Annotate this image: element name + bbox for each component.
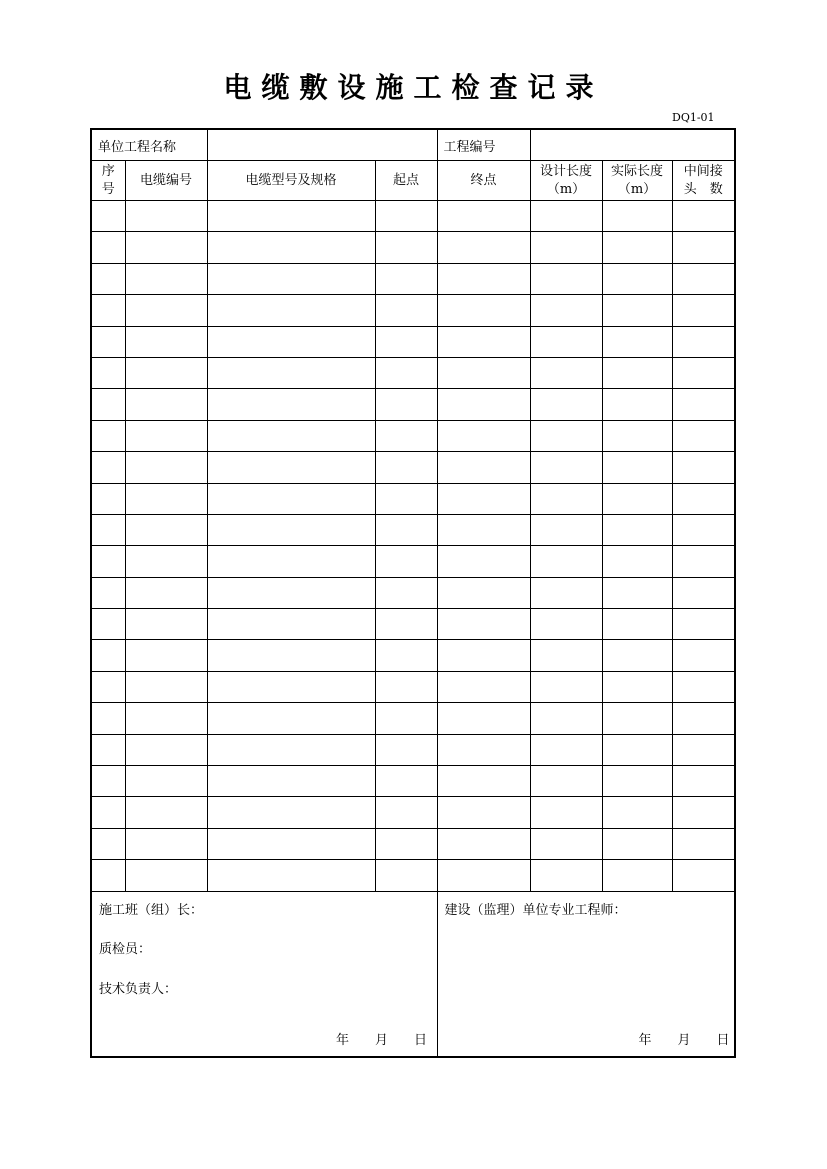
table-row (91, 452, 735, 483)
table-cell[interactable] (125, 263, 207, 294)
table-cell[interactable] (530, 483, 602, 514)
table-cell[interactable] (207, 609, 375, 640)
table-cell[interactable] (437, 452, 530, 483)
table-cell[interactable] (125, 609, 207, 640)
table-cell[interactable] (207, 546, 375, 577)
table-cell[interactable] (672, 201, 735, 232)
contractor-date (336, 1029, 427, 1048)
col-header-start: 起点 (375, 161, 437, 201)
col-header-actual-length (602, 161, 672, 201)
table-cell[interactable] (437, 640, 530, 671)
info-row (91, 129, 735, 161)
table-cell[interactable] (207, 295, 375, 326)
table-cell[interactable] (207, 357, 375, 388)
table-cell[interactable] (602, 420, 672, 451)
table-cell[interactable] (437, 766, 530, 797)
table-cell[interactable] (602, 828, 672, 859)
table-cell[interactable] (91, 420, 125, 451)
table-cell[interactable] (125, 389, 207, 420)
table-cell[interactable] (530, 420, 602, 451)
table-cell[interactable] (602, 326, 672, 357)
table-cell[interactable] (672, 420, 735, 451)
table-cell[interactable] (672, 703, 735, 734)
table-cell[interactable] (91, 201, 125, 232)
table-cell[interactable] (672, 389, 735, 420)
table-cell[interactable] (530, 703, 602, 734)
table-cell[interactable] (125, 514, 207, 545)
col-header-seq-line1: 序 (101, 163, 115, 179)
table-cell[interactable] (207, 766, 375, 797)
table-cell[interactable] (672, 232, 735, 263)
table-cell[interactable] (375, 389, 437, 420)
table-cell[interactable] (672, 828, 735, 859)
table-cell[interactable] (672, 326, 735, 357)
table-row (91, 201, 735, 232)
table-cell[interactable] (375, 671, 437, 702)
contractor-signature-block (91, 891, 437, 1057)
table-cell[interactable] (530, 797, 602, 828)
table-cell[interactable] (207, 703, 375, 734)
inspector-label: 质检员： (99, 941, 152, 957)
actual-length-line2: （m） (617, 181, 657, 197)
year-label: 年 (638, 1032, 652, 1048)
table-cell[interactable] (672, 483, 735, 514)
table-cell[interactable] (375, 577, 437, 608)
table-cell[interactable] (530, 609, 602, 640)
table-cell[interactable] (207, 263, 375, 294)
table-cell[interactable] (207, 389, 375, 420)
column-header-row (91, 161, 735, 201)
table-cell[interactable] (530, 357, 602, 388)
table-cell[interactable] (437, 295, 530, 326)
table-cell[interactable] (530, 514, 602, 545)
table-cell[interactable] (91, 609, 125, 640)
table-cell[interactable] (375, 546, 437, 577)
table-cell[interactable] (602, 671, 672, 702)
document-title: 电缆敷设施工检查记录 (223, 71, 604, 104)
table-cell[interactable] (437, 357, 530, 388)
table-cell[interactable] (375, 734, 437, 765)
table-row (91, 389, 735, 420)
table-cell[interactable] (207, 420, 375, 451)
table-cell[interactable] (207, 797, 375, 828)
table-row (91, 734, 735, 765)
table-cell[interactable] (602, 546, 672, 577)
table-cell[interactable] (125, 546, 207, 577)
table-cell[interactable] (375, 860, 437, 891)
table-cell[interactable] (91, 577, 125, 608)
table-cell[interactable] (530, 671, 602, 702)
table-cell[interactable] (125, 420, 207, 451)
col-header-joints (672, 161, 735, 201)
table-cell[interactable] (375, 326, 437, 357)
col-header-seq (91, 161, 125, 201)
signature-row (91, 891, 735, 1057)
table-cell[interactable] (530, 828, 602, 859)
table-cell[interactable] (437, 609, 530, 640)
joints-line1: 中间接 (683, 163, 723, 179)
table-cell[interactable] (375, 483, 437, 514)
table-cell[interactable] (602, 766, 672, 797)
table-cell[interactable] (207, 232, 375, 263)
table-cell[interactable] (125, 483, 207, 514)
table-cell[interactable] (125, 703, 207, 734)
table-cell[interactable] (602, 263, 672, 294)
table-cell[interactable] (91, 357, 125, 388)
table-cell[interactable] (91, 797, 125, 828)
table-cell[interactable] (672, 766, 735, 797)
table-row (91, 640, 735, 671)
table-cell[interactable] (602, 452, 672, 483)
table-cell[interactable] (602, 577, 672, 608)
table-row (91, 609, 735, 640)
table-cell[interactable] (375, 514, 437, 545)
table-cell[interactable] (375, 201, 437, 232)
table-row (91, 703, 735, 734)
day-label: 日 (414, 1032, 428, 1048)
table-cell[interactable] (530, 546, 602, 577)
table-row (91, 295, 735, 326)
col-header-cable-model: 电缆型号及规格 (207, 161, 375, 201)
table-cell[interactable] (375, 420, 437, 451)
table-cell[interactable] (207, 828, 375, 859)
table-cell[interactable] (375, 828, 437, 859)
table-cell[interactable] (91, 703, 125, 734)
table-cell[interactable] (530, 452, 602, 483)
table-cell[interactable] (125, 671, 207, 702)
table-cell[interactable] (672, 577, 735, 608)
year-label: 年 (336, 1032, 350, 1048)
table-cell[interactable] (91, 232, 125, 263)
table-cell[interactable] (530, 295, 602, 326)
table-cell[interactable] (207, 734, 375, 765)
table-row (91, 514, 735, 545)
table-cell[interactable] (91, 671, 125, 702)
table-cell[interactable] (125, 452, 207, 483)
month-label: 月 (677, 1032, 691, 1048)
table-cell[interactable] (91, 295, 125, 326)
table-cell[interactable] (672, 357, 735, 388)
table-row (91, 860, 735, 891)
table-cell[interactable] (602, 357, 672, 388)
table-cell[interactable] (375, 232, 437, 263)
form-code: DQ1-01 (672, 111, 715, 124)
table-cell[interactable] (375, 640, 437, 671)
table-cell[interactable] (125, 860, 207, 891)
table-cell[interactable] (375, 609, 437, 640)
col-header-cable-no: 电缆编号 (125, 161, 207, 201)
table-row (91, 263, 735, 294)
table-cell[interactable] (602, 797, 672, 828)
team-leader-label: 施工班（组）长： (99, 902, 204, 918)
table-cell[interactable] (437, 263, 530, 294)
table-cell[interactable] (125, 232, 207, 263)
day-label: 日 (716, 1032, 730, 1048)
table-cell[interactable] (672, 797, 735, 828)
table-cell[interactable] (602, 734, 672, 765)
table-cell[interactable] (437, 860, 530, 891)
table-row (91, 671, 735, 702)
table-cell[interactable] (125, 766, 207, 797)
table-cell[interactable] (375, 263, 437, 294)
actual-length-line1: 实际长度 (611, 163, 664, 179)
table-cell[interactable] (437, 734, 530, 765)
table-cell[interactable] (672, 295, 735, 326)
table-cell[interactable] (91, 860, 125, 891)
table-cell[interactable] (207, 514, 375, 545)
table-cell[interactable] (207, 483, 375, 514)
joints-line2: 头 数 (683, 181, 723, 197)
unit-project-field[interactable] (207, 129, 437, 161)
table-cell[interactable] (672, 640, 735, 671)
table-cell[interactable] (207, 640, 375, 671)
table-cell[interactable] (672, 860, 735, 891)
table-cell[interactable] (125, 326, 207, 357)
table-cell[interactable] (530, 766, 602, 797)
inspection-record-table (90, 128, 736, 1058)
table-cell[interactable] (91, 766, 125, 797)
table-cell[interactable] (125, 357, 207, 388)
tech-lead-label: 技术负责人： (99, 981, 178, 997)
table-cell[interactable] (91, 640, 125, 671)
table-cell[interactable] (91, 452, 125, 483)
table-cell[interactable] (602, 389, 672, 420)
table-row (91, 232, 735, 263)
table-cell[interactable] (672, 452, 735, 483)
table-cell[interactable] (375, 452, 437, 483)
table-cell[interactable] (91, 263, 125, 294)
table-cell[interactable] (125, 828, 207, 859)
table-cell[interactable] (672, 546, 735, 577)
table-cell[interactable] (207, 326, 375, 357)
table-cell[interactable] (125, 734, 207, 765)
supervisor-date (639, 1029, 730, 1048)
table-cell[interactable] (530, 860, 602, 891)
col-header-end: 终点 (437, 161, 530, 201)
table-cell[interactable] (672, 734, 735, 765)
table-cell[interactable] (207, 452, 375, 483)
table-cell[interactable] (91, 828, 125, 859)
table-cell[interactable] (437, 201, 530, 232)
table-cell[interactable] (437, 389, 530, 420)
table-cell[interactable] (375, 766, 437, 797)
table-cell[interactable] (437, 420, 530, 451)
table-cell[interactable] (437, 828, 530, 859)
design-length-line2: （m） (546, 181, 586, 197)
supervisor-signature-block (437, 891, 735, 1057)
col-header-seq-line2: 号 (101, 181, 115, 197)
table-cell[interactable] (437, 326, 530, 357)
table-cell[interactable] (91, 389, 125, 420)
table-cell[interactable] (375, 703, 437, 734)
table-cell[interactable] (437, 232, 530, 263)
table-cell[interactable] (375, 357, 437, 388)
table-cell[interactable] (602, 860, 672, 891)
unit-project-label: 单位工程名称 (91, 129, 207, 161)
data-rows (91, 201, 735, 892)
table-cell[interactable] (602, 609, 672, 640)
design-length-line1: 设计长度 (540, 163, 593, 179)
table-cell[interactable] (530, 577, 602, 608)
table-cell[interactable] (437, 577, 530, 608)
project-no-label: 工程编号 (437, 129, 530, 161)
table-cell[interactable] (375, 295, 437, 326)
table-cell[interactable] (602, 703, 672, 734)
table-cell[interactable] (602, 483, 672, 514)
table-cell[interactable] (437, 546, 530, 577)
table-row (91, 577, 735, 608)
table-row (91, 828, 735, 859)
table-cell[interactable] (437, 514, 530, 545)
table-cell[interactable] (207, 860, 375, 891)
table-cell[interactable] (437, 483, 530, 514)
table-cell[interactable] (91, 546, 125, 577)
table-cell[interactable] (530, 734, 602, 765)
table-cell[interactable] (437, 671, 530, 702)
table-cell[interactable] (437, 703, 530, 734)
table-row (91, 766, 735, 797)
table-cell[interactable] (530, 326, 602, 357)
table-cell[interactable] (207, 577, 375, 608)
table-cell[interactable] (207, 671, 375, 702)
table-cell[interactable] (530, 201, 602, 232)
project-no-field[interactable] (530, 129, 735, 161)
month-label: 月 (375, 1032, 389, 1048)
table-cell[interactable] (602, 232, 672, 263)
table-cell[interactable] (530, 389, 602, 420)
table-cell[interactable] (672, 671, 735, 702)
table-cell[interactable] (530, 232, 602, 263)
table-cell[interactable] (672, 514, 735, 545)
table-cell[interactable] (672, 609, 735, 640)
table-row (91, 483, 735, 514)
table-cell[interactable] (91, 326, 125, 357)
table-cell[interactable] (602, 640, 672, 671)
table-row (91, 420, 735, 451)
table-cell[interactable] (207, 201, 375, 232)
table-cell[interactable] (437, 797, 530, 828)
table-cell[interactable] (125, 201, 207, 232)
table-cell[interactable] (602, 295, 672, 326)
table-row (91, 546, 735, 577)
table-cell[interactable] (375, 797, 437, 828)
table-cell[interactable] (672, 263, 735, 294)
table-cell[interactable] (91, 483, 125, 514)
table-cell[interactable] (125, 640, 207, 671)
table-cell[interactable] (125, 797, 207, 828)
table-cell[interactable] (530, 640, 602, 671)
table-cell[interactable] (125, 577, 207, 608)
table-row (91, 357, 735, 388)
table-cell[interactable] (125, 295, 207, 326)
table-cell[interactable] (91, 734, 125, 765)
table-cell[interactable] (530, 263, 602, 294)
col-header-design-length (530, 161, 602, 201)
supervisor-label: 建设（监理）单位专业工程师： (444, 902, 627, 918)
table-row (91, 326, 735, 357)
table-cell[interactable] (91, 514, 125, 545)
table-cell[interactable] (602, 201, 672, 232)
table-cell[interactable] (602, 514, 672, 545)
table-row (91, 797, 735, 828)
